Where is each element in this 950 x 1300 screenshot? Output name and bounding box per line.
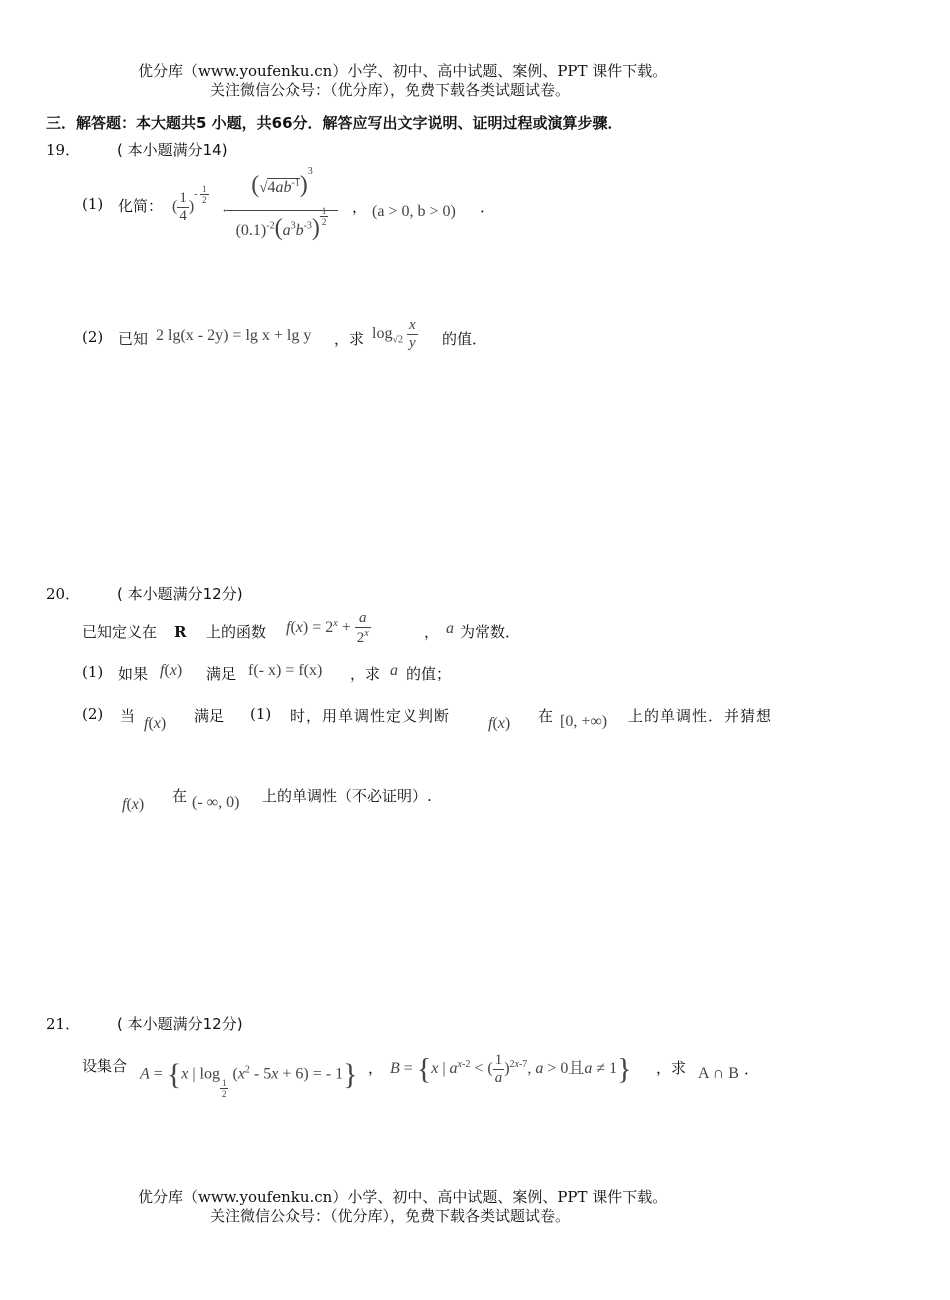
q19-p1-text: 化简： bbox=[118, 197, 164, 215]
q19-p2-text-a: 已知 bbox=[118, 330, 149, 348]
q20-p2-f: 上的单调性．并猜想 bbox=[628, 707, 773, 725]
q20-p2-label: (2) bbox=[82, 705, 104, 723]
q21-number: 21． bbox=[46, 1015, 81, 1033]
q20-p1-a-var: a bbox=[390, 662, 398, 679]
q20-p2-a: 当 bbox=[120, 707, 136, 725]
q21-points: ( 本小题满分12分) bbox=[117, 1015, 243, 1033]
q20-p1-label: (1) bbox=[82, 663, 104, 681]
q19-points: ( 本小题满分14) bbox=[117, 141, 228, 159]
q20-intro-b: 上的函数 bbox=[206, 623, 267, 641]
q21-text-d: ． bbox=[744, 1060, 760, 1078]
q20-p1-c: ，求 bbox=[350, 665, 381, 683]
q20-intro-d: 为常数． bbox=[460, 623, 521, 641]
q19-p1-comma: ， bbox=[352, 198, 368, 216]
q20-p1-equation: f(- x) = f(x) bbox=[248, 662, 323, 679]
q20-number: 20． bbox=[46, 585, 81, 603]
q20-p2-interval-2: (- ∞, 0) bbox=[192, 794, 240, 811]
q20-p2-d: 时，用单调性定义判断 bbox=[290, 707, 451, 725]
section-title: 三．解答题：本大题共5 小题，共66分．解答应写出文字说明、证明过程或演算步骤． bbox=[46, 114, 623, 132]
q20-p2-g: 在 bbox=[172, 787, 188, 805]
q20-p1-d: 的值； bbox=[406, 665, 452, 683]
q19-p1-period: ． bbox=[480, 198, 496, 216]
q20-p2-fx-2: f(x) bbox=[488, 715, 511, 732]
q20-function-def: $f(x) = 2^x$ + $\frac{a}{2^x}$ bbox=[286, 610, 369, 646]
q20-a-var: a bbox=[446, 620, 454, 637]
q20-p1-b: 满足 bbox=[206, 665, 237, 683]
q20-p2-fx-3: f(x) bbox=[122, 796, 145, 813]
q19-p2-equation: 2 lg(x - 2y) = lg x + lg y bbox=[156, 327, 312, 344]
q21-text-a: 设集合 bbox=[82, 1057, 128, 1075]
header-line-1: 优分库（www.youfenku.cn）小学、初中、高中试题、案例、PPT 课件下载。 bbox=[138, 62, 668, 80]
q20-intro-a: 已知定义在 bbox=[82, 623, 158, 641]
q19-p1-expr-left: ( $\frac{1}{4}$ )$^{- \frac{1}{2}}$ bbox=[172, 184, 207, 224]
q21-text-c: ，求 bbox=[656, 1059, 687, 1077]
q19-p2-text-b: ，求 bbox=[334, 330, 365, 348]
q20-p2-c: (1) bbox=[250, 705, 272, 723]
q21-text-b: ， bbox=[368, 1059, 384, 1077]
q19-number: 19． bbox=[46, 141, 81, 159]
q19-p2-log-expr: $\log_{√2}$ $\frac{x}{y}$ bbox=[372, 317, 416, 351]
q20-intro-R: R bbox=[174, 623, 187, 641]
q20-points: ( 本小题满分12分) bbox=[117, 585, 243, 603]
q21-set-B: B = {x | $a^{x-2}$ < ( $\frac{1}{a}$ )$^{2x-7}$, a > 0且a ≠ 1} bbox=[390, 1052, 632, 1086]
q21-and-text: 且 bbox=[568, 1060, 585, 1078]
q19-p1-dot: · bbox=[222, 203, 228, 220]
q20-p2-h: 上的单调性（不必证明）. bbox=[262, 787, 432, 805]
footer-line-2: 关注微信公众号：（优分库），免费下载各类试题试卷。 bbox=[210, 1207, 571, 1225]
q19-p1-fraction: $(√4ab^{-1})^3$ $(0.1)^{-2}(a^3b^{-3})$ $^{\frac{1}{2}}$ bbox=[226, 172, 338, 242]
q20-p2-b: 满足 bbox=[194, 707, 225, 725]
q19-p2-text-c: 的值． bbox=[442, 330, 488, 348]
q21-set-A: A = {x | log $_{\frac{1}{2}}$ $(x^2 - 5x + 6)$ = - 1} bbox=[140, 1058, 358, 1100]
q20-p1-fx: f(x) bbox=[160, 662, 183, 679]
q21-result: A ∩ B bbox=[698, 1065, 739, 1082]
q19-p2-label: (2) bbox=[82, 328, 104, 346]
q20-p2-fx-1: f(x) bbox=[144, 715, 167, 732]
q19-p1-condition: (a > 0, b > 0) bbox=[372, 203, 456, 220]
header-line-2: 关注微信公众号：（优分库），免费下载各类试题试卷。 bbox=[210, 81, 571, 99]
q20-intro-c: ， bbox=[424, 623, 440, 641]
q20-p2-interval-1: [0, +∞) bbox=[560, 713, 608, 730]
q20-p2-e: 在 bbox=[538, 707, 554, 725]
footer-line-1: 优分库（www.youfenku.cn）小学、初中、高中试题、案例、PPT 课件下载。 bbox=[138, 1188, 668, 1206]
q19-p1-label: (1) bbox=[82, 195, 104, 213]
q20-p1-a: 如果 bbox=[118, 665, 149, 683]
